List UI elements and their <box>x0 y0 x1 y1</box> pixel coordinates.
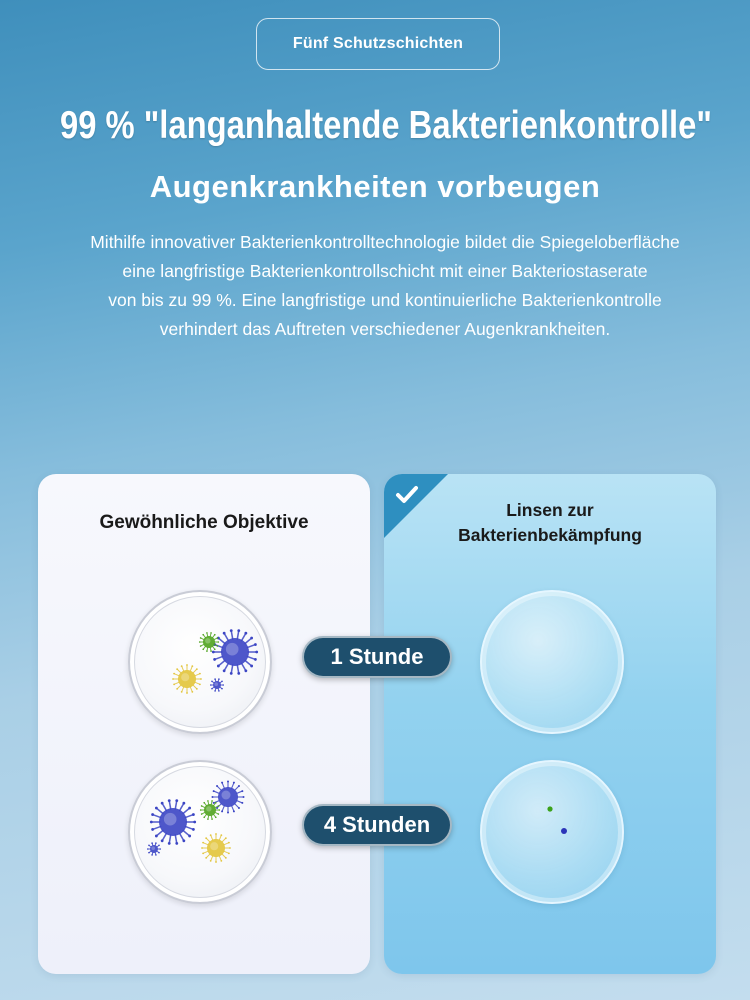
time-label-1h: 1 Stunde <box>302 636 452 678</box>
description-line: von bis zu 99 %. Eine langfristige und kontinuierliche Bakterienkontrolle <box>108 290 662 310</box>
antibacterial-title-line: Linsen zur <box>506 500 594 520</box>
ordinary-lens-title: Gewöhnliche Objektive <box>99 512 309 533</box>
description-line: verhindert das Auftreten verschiedener Augenkrankheiten. <box>159 319 611 339</box>
subheadline: Augenkrankheiten vorbeugen <box>149 169 601 204</box>
description-line: eine langfristige Bakterienkontrollschicht mit einer Bakteriostaserate <box>122 261 648 281</box>
bacteria-icon <box>482 762 622 902</box>
lens-circle-1h-ordinary <box>128 590 272 734</box>
description <box>40 228 730 344</box>
description-line: Mithilfe innovativer Bakterienkontrolltechnologie bildet die Spiegeloberfläche <box>90 232 680 252</box>
ordinary-lens-panel <box>38 474 370 974</box>
bacteria-icon <box>130 762 270 902</box>
antibacterial-lens-title <box>384 498 716 548</box>
lens-circle-4h-antibacterial <box>480 760 624 904</box>
time-label-4h: 4 Stunden <box>302 804 452 846</box>
top-badge <box>256 18 500 70</box>
bacteria-icon <box>130 592 270 732</box>
headline: 99 % "langanhaltende Bakterienkontrolle" <box>60 104 712 147</box>
lens-circle-4h-ordinary <box>128 760 272 904</box>
lens-circle-1h-antibacterial <box>480 590 624 734</box>
antibacterial-lens-panel <box>384 474 716 974</box>
antibacterial-title-line: Bakterienbekämpfung <box>458 525 642 545</box>
top-badge-label: Fünf Schutzschichten <box>292 35 464 52</box>
